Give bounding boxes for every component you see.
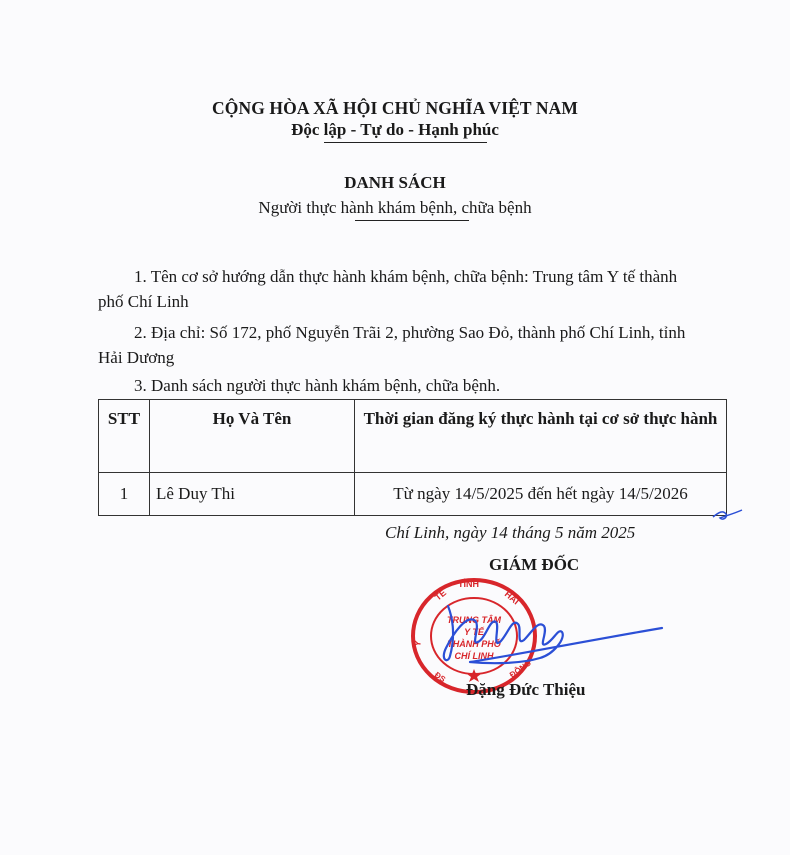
svg-text:ĐỘNG: ĐỘNG	[507, 658, 533, 680]
ink-mark-icon	[705, 500, 745, 525]
table-header-row	[99, 400, 727, 473]
place-date: Chí Linh, ngày 14 tháng 5 năm 2025	[385, 523, 636, 542]
svg-text:THÀNH PHỐ: THÀNH PHỐ	[447, 639, 501, 649]
cell-time: Từ ngày 14/5/2025 đến hết ngày 14/5/2026	[355, 473, 727, 516]
svg-text:CHÍ LINH: CHÍ LINH	[454, 651, 494, 661]
item-list	[98, 373, 698, 398]
motto-underline	[324, 142, 487, 143]
svg-text:TRUNG TÂM: TRUNG TÂM	[447, 615, 501, 625]
subtitle-underline	[355, 220, 468, 221]
document-subtitle-row	[0, 198, 790, 218]
director-name: Đặng Đức Thiệu	[466, 680, 586, 699]
svg-text:HẢI: HẢI	[502, 588, 522, 607]
header-time: Thời gian đăng ký thực hành tại cơ sở thực hành	[355, 400, 727, 473]
item-list-text: 3. Danh sách người thực hành khám bệnh, chữa bệnh.	[134, 376, 501, 395]
practitioner-table	[98, 399, 727, 516]
svg-text:TỈNH: TỈNH	[458, 579, 479, 589]
item-facility-text: 1. Tên cơ sở hướng dẫn thực hành khám bệnh, chữa bệnh: Trung tâm Y tế thành phố Chí Linh	[98, 267, 678, 311]
cell-stt: 1	[99, 473, 150, 516]
svg-text:Y: Y	[412, 639, 424, 648]
national-motto-wrap	[291, 120, 499, 140]
national-title: CỘNG HÒA XÃ HỘI CHỦ NGHĨA VIỆT NAM	[212, 98, 578, 118]
svg-text:ĐS: ĐS	[432, 670, 448, 685]
item-facility	[98, 264, 698, 314]
cell-name: Lê Duy Thi	[150, 473, 355, 516]
document-title: DANH SÁCH	[344, 173, 446, 192]
svg-text:Y TẾ: Y TẾ	[464, 627, 484, 637]
table-row	[99, 473, 727, 516]
document-subtitle: Người thực hành khám bệnh, chữa bệnh	[258, 198, 532, 217]
item-address	[98, 320, 698, 370]
director-title: GIÁM ĐỐC	[489, 555, 580, 574]
svg-text:TẾ: TẾ	[432, 587, 449, 603]
signature-icon	[430, 598, 665, 673]
document-subtitle-wrap	[258, 198, 531, 218]
item-address-text: 2. Địa chỉ: Số 172, phố Nguyễn Trãi 2, phường Sao Đỏ, thành phố Chí Linh, tỉnh Hải Dương	[98, 323, 686, 367]
national-motto: Độc lập - Tự do - Hạnh phúc	[291, 120, 499, 139]
national-motto-row	[0, 120, 790, 140]
header-name: Họ Và Tên	[150, 400, 355, 473]
header-stt: STT	[99, 400, 150, 473]
